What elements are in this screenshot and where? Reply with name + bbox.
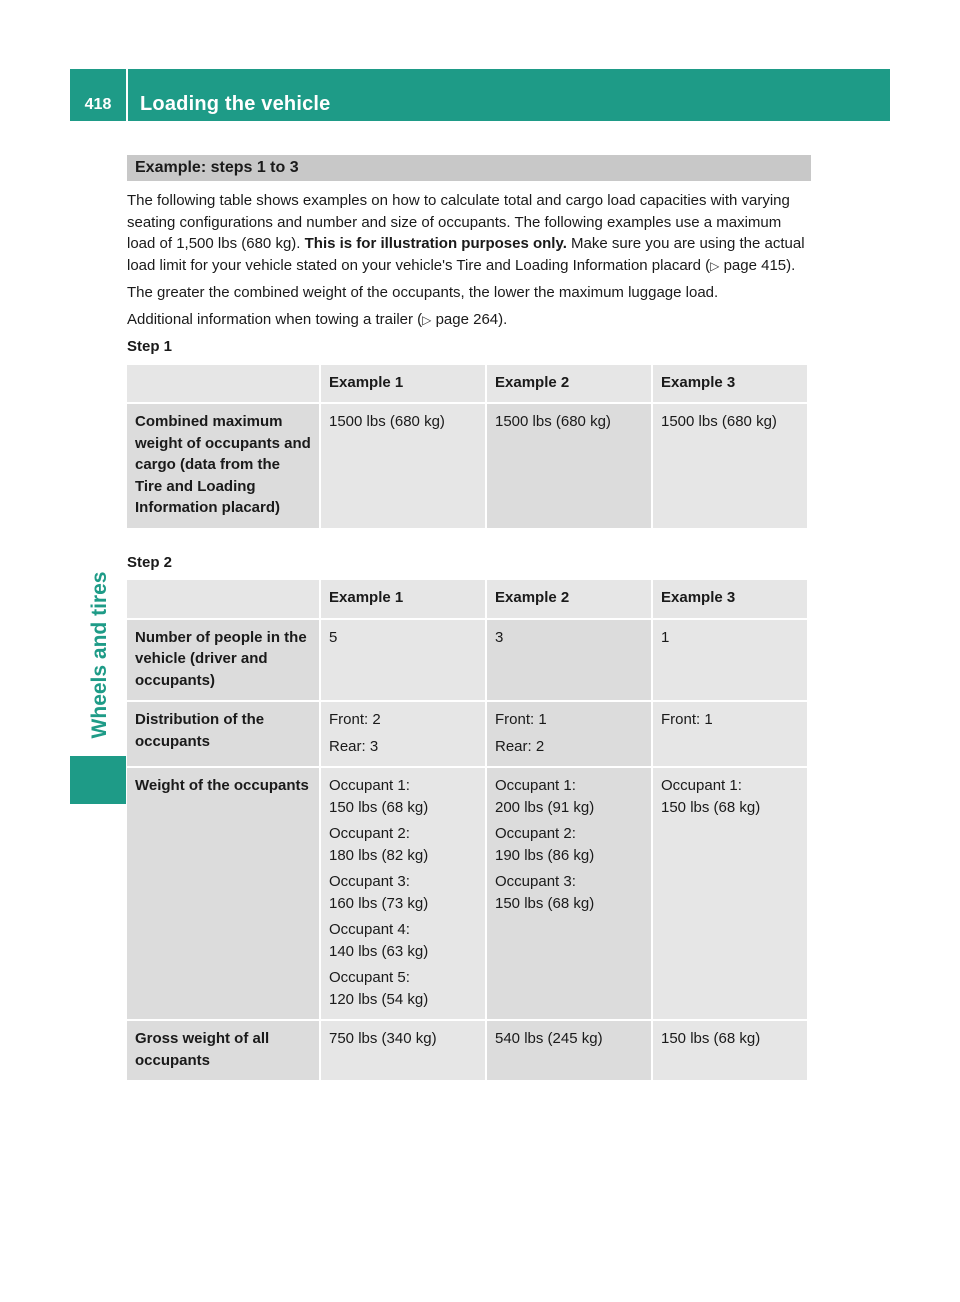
cell-line: Front: 1 (661, 711, 713, 728)
table-cell (321, 768, 485, 1019)
table-header-cell: Example 1 (321, 580, 485, 618)
table-header-cell: Example 1 (321, 365, 485, 403)
occupant-weight: 160 lbs (73 kg) (329, 894, 429, 912)
table-cell: 1500 lbs (680 kg) (653, 404, 807, 528)
table-row (127, 702, 807, 766)
step-1-table (125, 363, 809, 530)
cell-line: Rear: 3 (329, 737, 379, 755)
occupant-name: Occupant 4: (329, 921, 410, 938)
table-header-cell: Example 3 (653, 580, 807, 618)
table-header-row (127, 580, 807, 618)
table-cell (653, 768, 807, 1019)
occupant-name: Occupant 1: (329, 777, 410, 794)
table-cell (321, 702, 485, 766)
table-header-cell: Example 2 (487, 580, 651, 618)
page-content (127, 155, 811, 1082)
page-number: 418 (84, 96, 112, 113)
occupant-name: Occupant 3: (495, 873, 576, 890)
page-ref-arrow-icon: ▷ (422, 312, 432, 327)
occupant-weight: 200 lbs (91 kg) (495, 798, 595, 816)
step-2-table (125, 578, 809, 1082)
side-tab-label: Wheels and tires (88, 571, 111, 739)
cell-line: Front: 1 (495, 711, 547, 728)
page-header (70, 69, 890, 121)
occupant-weight: 140 lbs (63 kg) (329, 942, 429, 960)
occupant-name: Occupant 5: (329, 969, 410, 986)
occupant-name: Occupant 3: (329, 873, 410, 890)
occupant-name: Occupant 1: (495, 777, 576, 794)
row-label: Distribution of the occupants (127, 702, 319, 766)
table-cell: 750 lbs (340 kg) (321, 1021, 485, 1080)
table-cell: 540 lbs (245 kg) (487, 1021, 651, 1080)
occupant-weight: 150 lbs (68 kg) (495, 894, 595, 912)
chapter-title: Loading the vehicle (140, 93, 331, 115)
page-ref-link[interactable]: page 415 (723, 256, 787, 274)
cell-line: Rear: 2 (495, 737, 545, 755)
occupant-weight: 120 lbs (54 kg) (329, 990, 429, 1008)
table-row (127, 404, 807, 528)
table-header-corner (127, 365, 319, 403)
page-ref-arrow-icon: ▷ (710, 258, 720, 273)
table-cell: 3 (487, 620, 651, 701)
table-header-row (127, 365, 807, 403)
intro-paragraph: The following table shows examples on how to calculate total and cargo load capacities with varying seating configurations and number and size of occupants. The following examples use a maximum load of 1,500 lbs (680 kg). This is for illustration purposes only. Make sure you are using the actual load limit for your vehicle stated on your vehicle's Tire and Loading Information placard (▷ page 415). (127, 192, 805, 274)
row-label: Number of people in the vehicle (driver and occupants) (127, 620, 319, 701)
towing-paragraph: Additional information when towing a trailer (▷ page 264). (127, 310, 508, 328)
luggage-paragraph: The greater the combined weight of the occupants, the lower the maximum luggage load. (127, 284, 719, 301)
page-ref-link[interactable]: page 264 (435, 310, 499, 328)
step-2-label: Step 2 (127, 553, 173, 571)
occupant-weight: 150 lbs (68 kg) (661, 798, 761, 816)
row-label: Gross weight of all occupants (127, 1021, 319, 1080)
table-cell: 1500 lbs (680 kg) (321, 404, 485, 528)
table-cell: 150 lbs (68 kg) (653, 1021, 807, 1080)
side-tab-marker (70, 756, 126, 804)
table-row (127, 1021, 807, 1080)
table-cell (487, 768, 651, 1019)
occupant-name: Occupant 2: (329, 825, 410, 842)
table-header-corner (127, 580, 319, 618)
section-title: Example: steps 1 to 3 (127, 155, 811, 181)
step-1-table-wrap (127, 363, 811, 530)
step-1-label: Step 1 (127, 338, 173, 355)
table-row (127, 768, 807, 1019)
illustration-note: This is for illustration purposes only. (304, 235, 567, 252)
table-header-cell: Example 3 (653, 365, 807, 403)
cell-line: Front: 2 (329, 711, 381, 728)
table-cell (653, 702, 807, 766)
row-label: Weight of the occupants (127, 768, 319, 1019)
occupant-weight: 150 lbs (68 kg) (329, 798, 429, 816)
table-cell (487, 702, 651, 766)
occupant-weight: 180 lbs (82 kg) (329, 846, 429, 864)
occupant-weight: 190 lbs (86 kg) (495, 846, 595, 864)
table-cell: 1 (653, 620, 807, 701)
header-divider (126, 69, 128, 121)
table-cell: 5 (321, 620, 485, 701)
row-label: Combined maximum weight of occupants and cargo (data from the Tire and Loading Information placard) (127, 404, 319, 528)
table-header-cell: Example 2 (487, 365, 651, 403)
table-row (127, 620, 807, 701)
table-cell: 1500 lbs (680 kg) (487, 404, 651, 528)
occupant-name: Occupant 1: (661, 777, 742, 794)
occupant-name: Occupant 2: (495, 825, 576, 842)
